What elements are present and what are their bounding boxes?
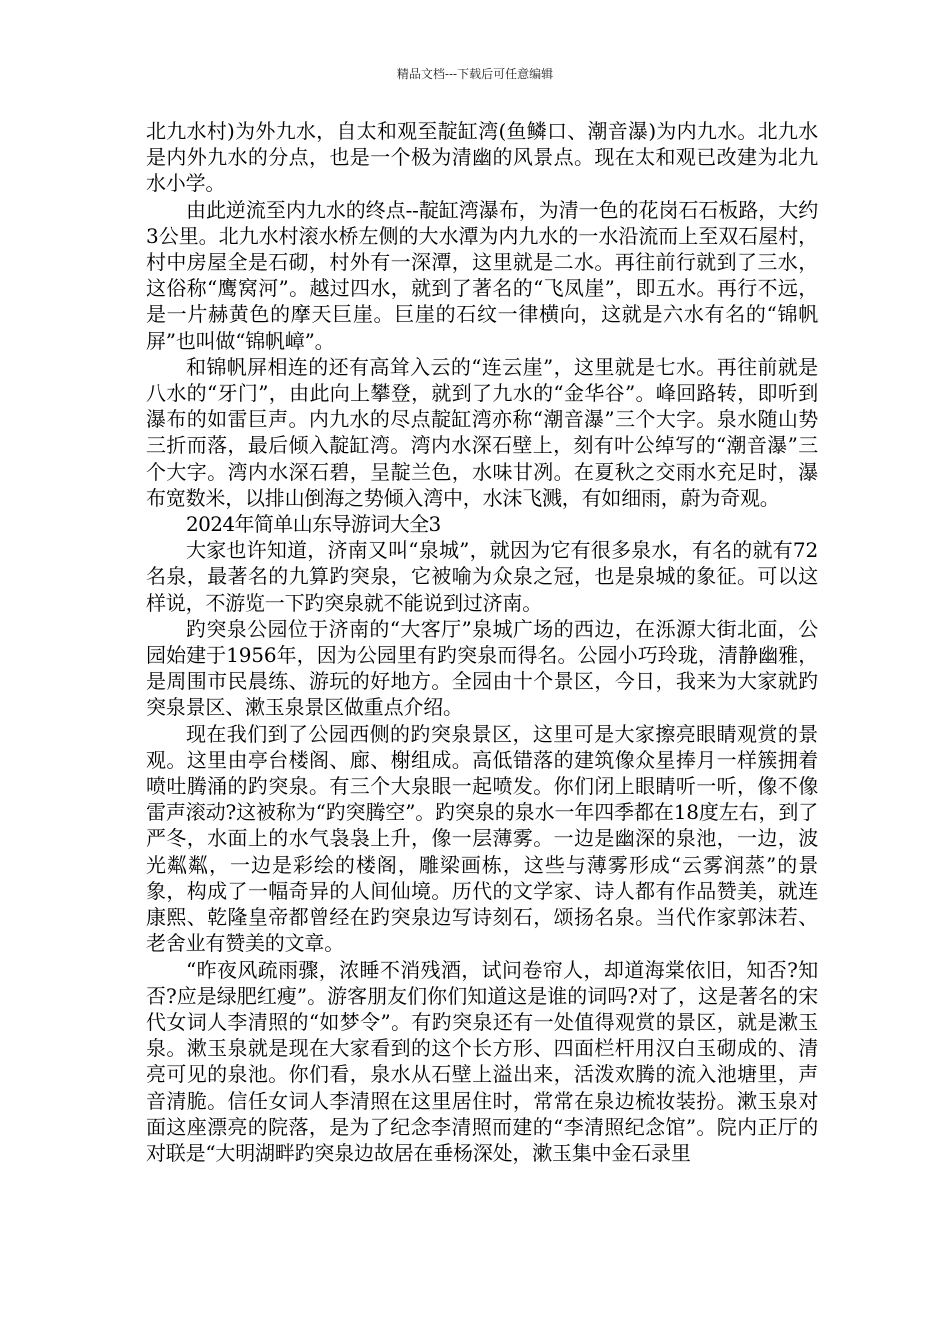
paragraph-shuyu-spring: “昨夜风疏雨骤，浓睡不消残酒，试问卷帘人，却道海棠依旧，知否?知否?应是绿肥红瘦”。游客朋友们你们知道这是谁的词吗?对了，这是著名的宋代女词人李清照的“如梦令”。有趵突泉还有一处值得观赏的景区，就是漱玉泉。漱玉泉就是现在大家看到的这个长方形、四面栏杆用汉白玉砌成的、清亮可见的泉池。你们看，泉水从石壁上溢出来，活泼欢腾的流入池塘里，声音清脆。信任女词人李清照在这里居住时，常常在泉边梳妆装扮。漱玉泉对面这座漂亮的院落，是为了纪念李清照而建的“李清照纪念馆”。院内正厅的对联是“大明湖畔趵突泉边故居在垂杨深处，漱玉集中金石录里 [146,957,818,1165]
document-body [146,118,818,1166]
section-heading: 2024年简单山东导游词大全3 [186,512,441,537]
paragraph-spring-city: 大家也许知道，济南又叫“泉城”，就因为它有很多泉水，有名的就有72名泉，最著名的九算趵突泉，它被喻为众泉之冠，也是泉城的象征。可以这样说，不游览一下趵突泉就不能说到过济南。 [146,538,818,615]
paragraph-continuation: 北九水村)为外九水，自太和观至靛缸湾(鱼鳞口、潮音瀑)为内九水。北九水是内外九水的分点，也是一个极为清幽的风景点。现在太和观已改建为北九水小学。 [146,119,818,196]
paragraph-lianyun-cliff: 和锦帆屏相连的还有高耸入云的“连云崖”，这里就是七水。再往前就是八水的“牙门”，由此向上攀登，就到了九水的“金华谷”。峰回路转，即听到瀑布的如雷巨声。内九水的尽点靛缸湾亦称“潮音瀑”三个大字。泉水随山势三折而落，最后倾入靛缸湾。湾内水深石壁上，刻有叶公绰写的“潮音瀑”三个大字。湾内水深石碧，呈靛兰色，水味甘冽。在夏秋之交雨水充足时，瀑布宽数米，以排山倒海之势倾入湾中，水沫飞溅，有如细雨，蔚为奇观。 [146,354,818,510]
page-header: 精品文档---下载后可任意编辑 [396,67,554,81]
paragraph-baotu-park: 趵突泉公园位于济南的“大客厅”泉城广场的西边，在泺源大街北面，公园始建于1956年，因为公园里有趵突泉而得名。公园小巧玲珑，清静幽雅，是周围市民晨练、游玩的好地方。全园由十个景区，今日，我来为大家就趵突泉景区、漱玉泉景区做重点介绍。 [146,616,818,720]
paragraph-inner-nine-waters: 由此逆流至内九水的终点--靛缸湾瀑布，为清一色的花岗石石板路，大约3公里。北九水村滚水桥左侧的大水潭为内九水的一水沿流而上至双石屋村，村中房屋全是石砌，村外有一深潭，这里就是二水。再往前行就到了三水，这俗称“鹰窝河”。越过四水，就到了著名的“飞凤崖”，即五水。再行不远，是一片赫黄色的摩天巨崖。巨崖的石纹一律横向，这就是六水有名的“锦帆屏”也叫做“锦帆嶂”。 [146,197,818,353]
paragraph-baotu-scenic-area: 现在我们到了公园西侧的趵突泉景区，这里可是大家擦亮眼睛观赏的景观。这里由亭台楼阁、廊、榭组成。高低错落的建筑像众星捧月一样簇拥着喷吐腾涌的趵突泉。有三个大泉眼一起喷发。你们闭上眼睛听一听，像不像雷声滚动?这被称为“趵突腾空”。趵突泉的泉水一年四季都在18度左右，到了严冬，水面上的水气袅袅上升，像一层薄雾。一边是幽深的泉池，一边，波光粼粼，一边是彩绘的楼阁，雕梁画栋，这些与薄雾形成“云雾润蒸”的景象，构成了一幅奇异的人间仙境。历代的文学家、诗人都有作品赞美，就连康熙、乾隆皇帝都曾经在趵突泉边写诗刻石，颂扬名泉。当代作家郭沫若、老舍业有赞美的文章。 [146,721,818,956]
